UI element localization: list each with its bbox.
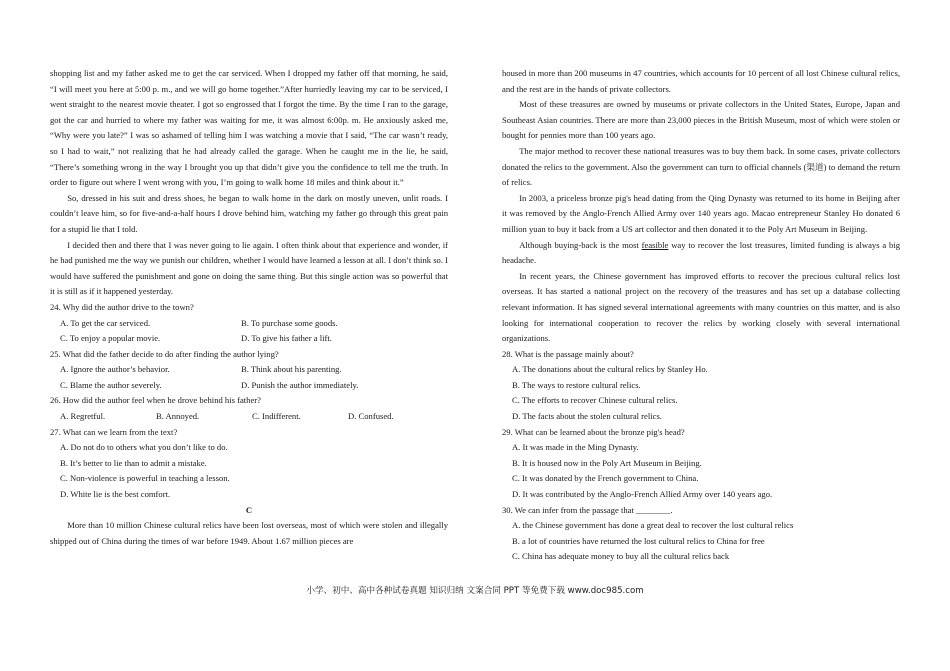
question-29-option-c: C. It was donated by the French government to China.: [512, 473, 699, 484]
question-29: 29. What can be learned about the bronze pig's head?: [502, 426, 685, 437]
question-26: 26. How did the author feel when he drove behind his father?: [50, 395, 261, 406]
story-paragraph-2: So, dressed in his suit and dress shoes, he began to walk home in the dark on mostly uneven, unlit roads. I couldn’t leave him, so for five-and-a-half hours I drove behind him, watching my father go through this great pain for a stupid lie that I told.: [50, 192, 448, 234]
question-24-options-row-1: [50, 316, 448, 332]
question-25-options-row-1: [50, 362, 448, 378]
question-25-option-a: A. Ignore the author’s behavior.: [60, 364, 170, 375]
question-27-option-a: A. Do not do to others what you don’t like to do.: [60, 442, 228, 453]
passage-c-paragraph-2: Most of these treasures are owned by museums or private collectors in the United States, Europe, Japan and Southeast Asian countries. There are more than 23,000 pieces in the British Museum, most of which were stolen or bought for pennies more than 100 years ago.: [502, 99, 900, 141]
question-29-option-b: B. It is housed now in the Poly Art Museum in Beijing.: [512, 457, 702, 468]
section-heading-c: C: [245, 504, 253, 515]
question-28-option-c: C. The efforts to recover Chinese cultural relics.: [512, 395, 678, 406]
passage-c-paragraph-4: In 2003, a priceless bronze pig's head dating from the Qing Dynasty was returned to its home in Beijing after it was removed by the Anglo-French Allied Army over 140 years ago. Macao entrepreneur Stanley Ho donated 6 million yuan to buy it back from a US art collector and then donated it to the Poly Art Museum in Beijing.: [502, 192, 900, 234]
page-footer: 小学、初中、高中各种试卷真题 知识归纳 文案合同 PPT 等免费下载 www.doc985.com: [306, 586, 644, 596]
passage-c-paragraph-5: [502, 238, 900, 269]
question-26-option-b: B. Annoyed.: [156, 411, 200, 422]
question-25-option-b: B. Think about his parenting.: [241, 364, 342, 375]
question-27: 27. What can we learn from the text?: [50, 426, 178, 437]
question-30-option-b: B. a lot of countries have returned the lost cultural relics to China for free: [512, 535, 765, 546]
question-25: 25. What did the father decide to do after finding the author lying?: [50, 348, 279, 359]
question-24-options-row-2: [50, 331, 448, 347]
question-28: 28. What is the passage mainly about?: [502, 348, 634, 359]
passage-c-paragraph-3: The major method to recover these national treasures was to buy them back. In some cases, private collectors donated the relics to the government. Also the government can turn to official channels (渠道) to demand the return of relics.: [502, 145, 900, 188]
right-column: [502, 66, 900, 565]
question-27-option-b: B. It’s better to lie than to admit a mistake.: [60, 457, 207, 468]
question-29-option-a: A. It was made in the Ming Dynasty.: [512, 442, 639, 453]
paragraph-5-text-before: Although buying-back is the most: [519, 239, 642, 250]
question-25-option-c: C. Blame the author severely.: [60, 379, 162, 390]
left-column: [50, 66, 448, 549]
question-24: 24. Why did the author drive to the town?: [50, 301, 194, 312]
question-24-option-b: B. To purchase some goods.: [241, 317, 338, 328]
paragraph-5-text-after: way to recover the lost treasures, limited funding is always a big headache.: [502, 239, 901, 266]
question-25-option-d: D. Punish the author immediately.: [241, 379, 359, 390]
question-26-option-c: C. Indifferent.: [252, 411, 301, 422]
story-paragraph-1: shopping list and my father asked me to get the car serviced. When I dropped my father off that morning, he said, “I will meet you here at 5:00 p. m., and we will go home together.”After hurriedly leaving my car to be serviced, I went straight to the nearest movie theater. I got so engrossed that I forgot the time. By the time I ran to the garage, got the car and hurried to where my father was waiting for me, it was almost 6:00p. m. He anxiously asked me, “Why were you late?” I was so ashamed of telling him I was watching a movie that I said, “The car wasn’t ready, so I had to wait,” not realizing that he had already called the garage. When he caught me in the lie, he said, “There’s something wrong in the way I brought you up that didn’t give you the confidence to tell me the truth. In order to figure out where I went wrong with you, I’m going to walk home 18 miles and think about it.”: [50, 68, 448, 188]
question-29-option-d: D. It was contributed by the Anglo-French Allied Army over 140 years ago.: [512, 489, 773, 500]
passage-c-paragraph-1: More than 10 million Chinese cultural relics have been lost overseas, most of which were stolen and illegally shipped out of China during the times of war before 1949. About 1.67 million pieces are: [50, 520, 448, 546]
question-30-option-a: A. the Chinese government has done a great deal to recover the lost cultural relics: [512, 520, 794, 531]
question-30-option-c: C. China has adequate money to buy all the cultural relics back: [512, 551, 730, 562]
question-28-option-b: B. The ways to restore cultural relics.: [512, 379, 641, 390]
story-paragraph-3: I decided then and there that I was never going to lie again. I often think about that experience and wonder, if he had punished me the way we punish our children, whether I would have learned a lesson at all. I don’t think so. I would have suffered the punishment and gone on doing the same thing. But this single action was so powerful that it is still as if it happened yesterday.: [50, 239, 448, 297]
passage-c-paragraph-6: In recent years, the Chinese government has improved efforts to recover the precious cultural relics lost overseas. It has started a national project on the recovery of the treasures and has set up a database collecting relevant information. It has signed several international agreements with many countries on this matter, and is also looking for international cooperation to recover the relics by working closely with several international organizations.: [502, 270, 900, 344]
underlined-word-feasible: feasible: [641, 239, 669, 250]
question-24-option-a: A. To get the car serviced.: [60, 317, 151, 328]
question-27-option-c: C. Non-violence is powerful in teaching a lesson.: [60, 473, 230, 484]
question-28-option-d: D. The facts about the stolen cultural relics.: [512, 411, 662, 422]
question-24-option-d: D. To give his father a lift.: [241, 333, 332, 344]
question-28-option-a: A. The donations about the cultural relics by Stanley Ho.: [512, 364, 708, 375]
question-26-option-a: A. Regretful.: [60, 411, 106, 422]
question-25-options-row-2: [50, 378, 448, 394]
question-26-options: [50, 409, 448, 425]
question-27-option-d: D. White lie is the best comfort.: [60, 489, 171, 500]
question-26-option-d: D. Confused.: [348, 411, 394, 422]
passage-c-paragraph-1-cont: housed in more than 200 museums in 47 countries, which accounts for 10 percent of all lost Chinese cultural relics, and the rest are in the hands of private collectors.: [502, 68, 900, 94]
question-30: 30. We can infer from the passage that ________.: [502, 504, 673, 515]
question-24-option-c: C. To enjoy a popular movie.: [60, 333, 161, 344]
